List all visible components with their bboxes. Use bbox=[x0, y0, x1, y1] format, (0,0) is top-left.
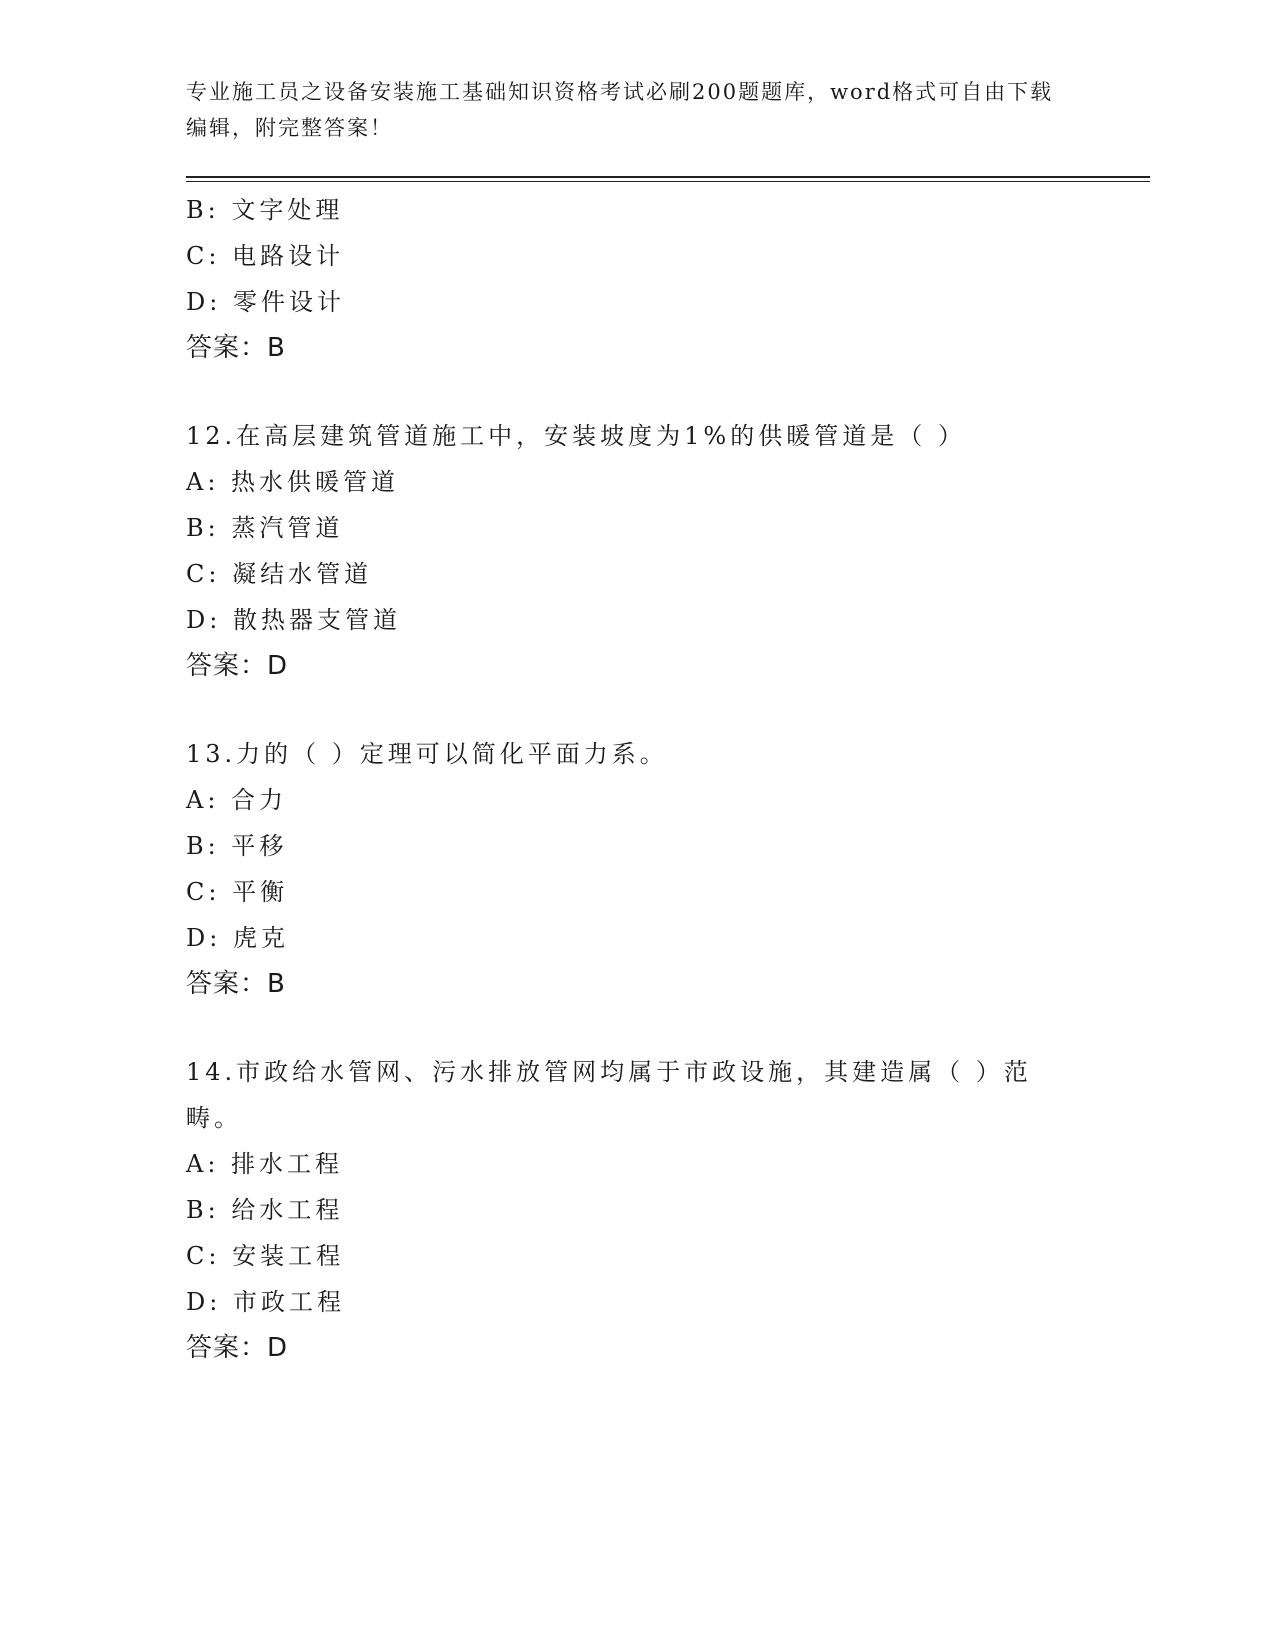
question-block bbox=[186, 731, 1086, 1007]
answer-line: 答案：D bbox=[186, 1333, 289, 1363]
option-d: D: 零件设计 bbox=[186, 288, 345, 316]
question-block bbox=[186, 413, 1086, 689]
answer-line: 答案：B bbox=[186, 333, 286, 363]
option-b: B: 蒸汽管道 bbox=[186, 514, 344, 542]
document-header-title: 专业施工员之设备安装施工基础知识资格考试必刷200题题库，word格式可自由下载编辑，附完整答案！ bbox=[186, 80, 1054, 140]
option-a: A: 热水供暖管道 bbox=[186, 468, 400, 496]
question-text: 14.市政给水管网、污水排放管网均属于市政设施，其建造属（ ）范畴。 bbox=[186, 1058, 1032, 1132]
question-list bbox=[186, 187, 1086, 1371]
option-c: C: 电路设计 bbox=[186, 242, 345, 270]
block-spacer bbox=[186, 371, 1086, 413]
option-d: D: 虎克 bbox=[186, 924, 289, 952]
option-c: C: 安装工程 bbox=[186, 1242, 345, 1270]
option-c: C: 凝结水管道 bbox=[186, 560, 373, 588]
question-block bbox=[186, 1049, 1086, 1371]
header-divider-thick bbox=[186, 176, 1150, 178]
answer-line: 答案：D bbox=[186, 651, 289, 681]
option-a: A: 合力 bbox=[186, 786, 288, 814]
block-spacer bbox=[186, 1007, 1086, 1049]
option-b: B: 给水工程 bbox=[186, 1196, 344, 1224]
block-spacer bbox=[186, 689, 1086, 731]
option-d: D: 市政工程 bbox=[186, 1288, 345, 1316]
header-divider-thin bbox=[186, 181, 1150, 182]
option-b: B: 平移 bbox=[186, 832, 288, 860]
option-b: B: 文字处理 bbox=[186, 196, 344, 224]
question-text: 13.力的（ ）定理可以简化平面力系。 bbox=[186, 740, 668, 768]
option-c: C: 平衡 bbox=[186, 878, 289, 906]
option-d: D: 散热器支管道 bbox=[186, 606, 401, 634]
answer-line: 答案：B bbox=[186, 969, 286, 999]
option-a: A: 排水工程 bbox=[186, 1150, 344, 1178]
question-text: 12.在高层建筑管道施工中，安装坡度为1%的供暖管道是（ ） bbox=[186, 422, 966, 450]
question-block bbox=[186, 187, 1086, 371]
